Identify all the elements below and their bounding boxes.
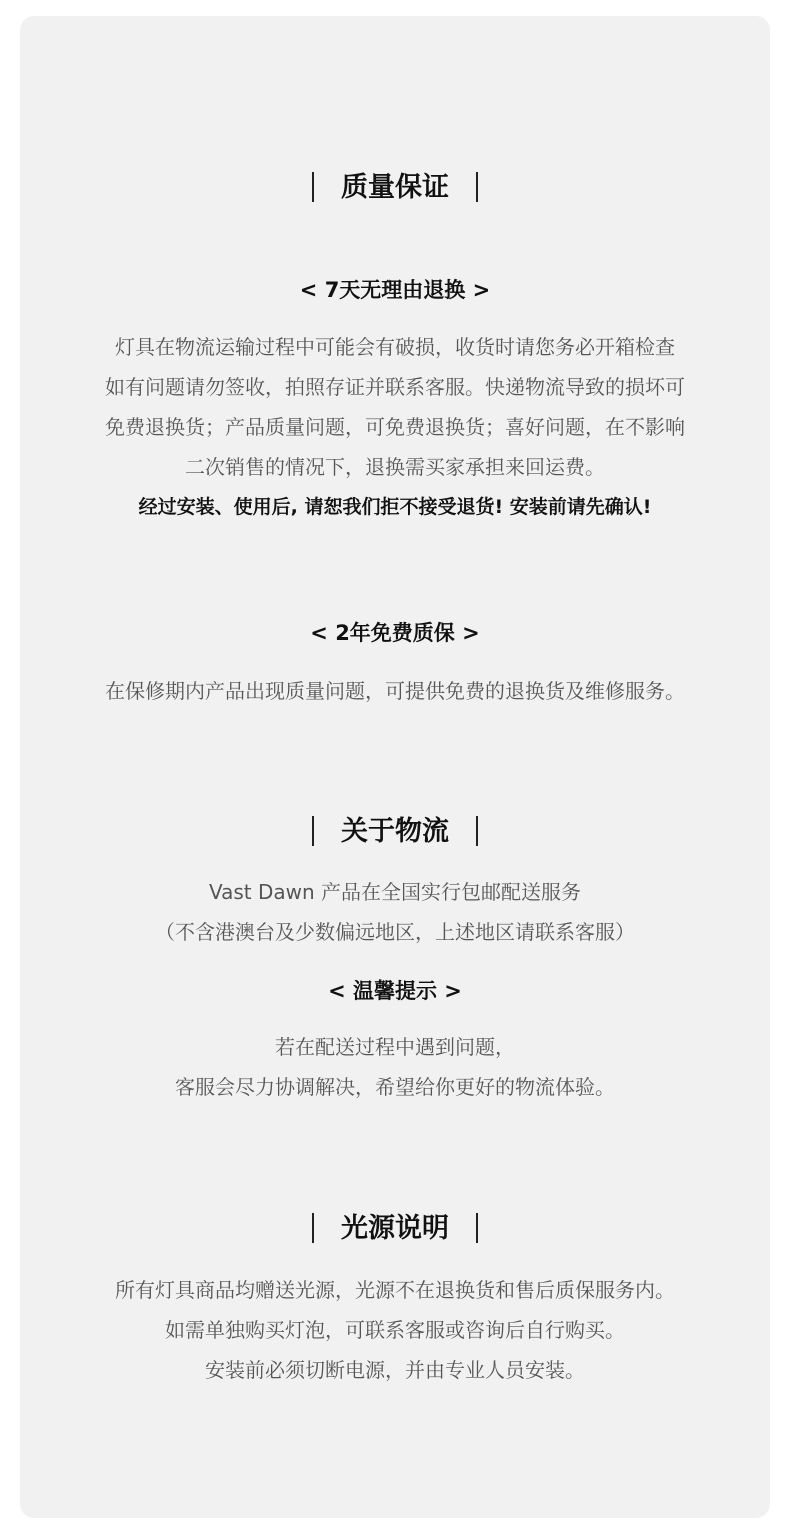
return-policy-line: 二次销售的情况下，退换需买家承担来回运费。 (185, 455, 605, 479)
section-heading-light-source (0, 1211, 790, 1247)
return-policy-line: 灯具在物流运输过程中可能会有破损，收货时请您务必开箱检查 (115, 335, 675, 359)
heading-bar-left (312, 816, 314, 846)
heading-bar-left (312, 172, 314, 202)
subheading-warranty: < 2年免费质保 > (310, 621, 480, 645)
light-source-line: 安装前必须切断电源，并由专业人员安装。 (205, 1358, 585, 1382)
return-policy-line: 如有问题请勿签收，拍照存证并联系客服。快递物流导致的损坏可 (105, 375, 685, 399)
logistics-line: （不含港澳台及少数偏远地区，上述地区请联系客服） (155, 920, 635, 944)
warranty-text: 在保修期内产品出现质量问题，可提供免费的退换货及维修服务。 (105, 679, 685, 703)
section-title-logistics: 关于物流 (341, 816, 449, 847)
section-title-quality: 质量保证 (341, 172, 449, 203)
return-policy-line: 免费退换货；产品质量问题，可免费退换货；喜好问题，在不影响 (105, 415, 685, 439)
section-heading-quality (0, 170, 790, 206)
section-heading-logistics (0, 814, 790, 850)
heading-bar-right (476, 172, 478, 202)
light-source-line: 所有灯具商品均赠送光源，光源不在退换货和售后质保服务内。 (115, 1278, 675, 1302)
section-title-light-source: 光源说明 (341, 1213, 449, 1244)
logistics-line: Vast Dawn 产品在全国实行包邮配送服务 (208, 880, 582, 904)
light-source-line: 如需单独购买灯泡，可联系客服或咨询后自行购买。 (165, 1318, 625, 1342)
heading-bar-left (312, 1213, 314, 1243)
heading-bar-right (476, 1213, 478, 1243)
tip-line: 客服会尽力协调解决，希望给你更好的物流体验。 (175, 1075, 615, 1099)
tip-line: 若在配送过程中遇到问题， (275, 1035, 515, 1059)
subheading-return-policy: < 7天无理由退换 > (299, 278, 491, 302)
return-policy-warning: 经过安装、使用后, 请恕我们拒不接受退货! 安装前请先确认! (138, 496, 652, 518)
heading-bar-right (476, 816, 478, 846)
subheading-tip: < 温馨提示 > (328, 979, 462, 1003)
